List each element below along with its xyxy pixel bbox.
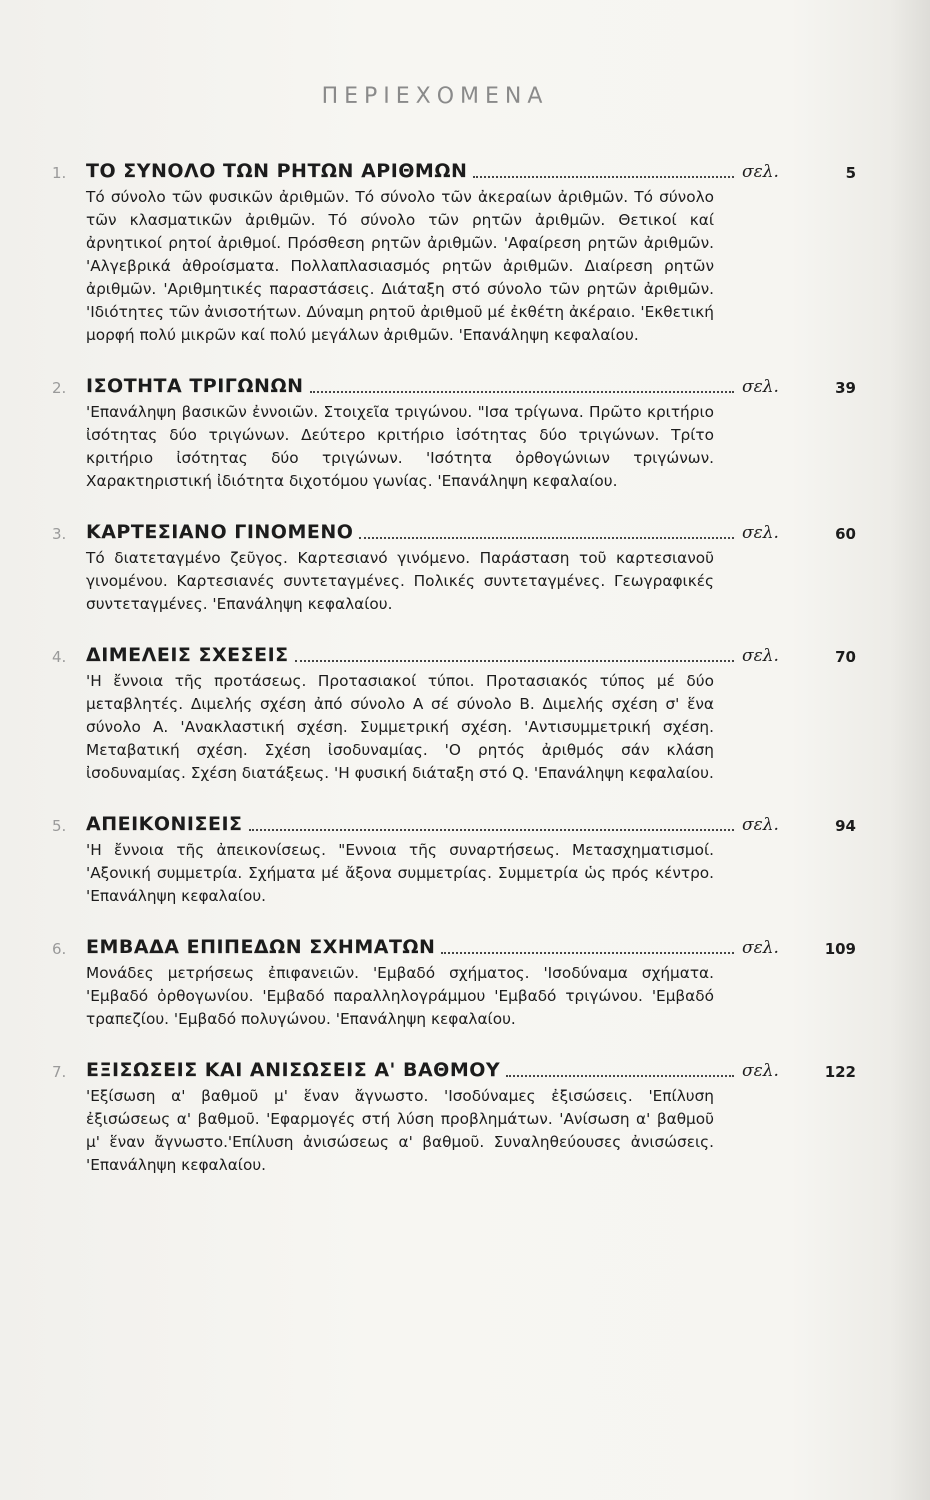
toc-chapter-6	[52, 924, 856, 1031]
chapter-page-ref	[742, 815, 856, 835]
toc-chapter-3	[52, 509, 856, 616]
chapter-number: 2.	[52, 379, 67, 397]
chapter-description: Μονάδες μετρήσεως ἐπιφανειῶν. 'Εμβαδό σχήματος. 'Ισοδύναμα σχήματα. 'Εμβαδό ὀρθογωνίου. 'Εμβαδό παραλληλογράμμου 'Εμβαδό τριγώνου. 'Εμβαδό τραπεζίου. 'Εμβαδό πολυγώνου. 'Επανάληψη κεφαλαίου.	[86, 964, 714, 1028]
chapter-page-ref	[742, 1061, 856, 1081]
chapter-heading	[52, 632, 856, 666]
toc-chapter-4	[52, 632, 856, 785]
chapter-number: 3.	[52, 525, 67, 543]
page-label: σελ.	[742, 162, 779, 182]
page-heading: ΠΕΡΙΕΧΟΜΕΝΑ	[321, 84, 549, 109]
chapter-description: 'Η ἔννοια τῆς ἀπεικονίσεως. "Εννοια τῆς συναρτήσεως. Μετασχηματισμοί. 'Αξονική συμμετρία. Σχήματα μέ ἄξονα συμμετρίας. Συμμετρία ὡς πρός κέντρο. 'Επανάληψη κεφαλαίου.	[86, 841, 714, 905]
chapter-heading	[52, 801, 856, 835]
chapter-heading	[52, 148, 856, 182]
chapter-heading	[52, 924, 856, 958]
page-label: σελ.	[742, 377, 779, 397]
page-label: σελ.	[742, 1061, 779, 1081]
page-number: 39	[835, 379, 856, 397]
chapter-title: ΕΞΙΣΩΣΕΙΣ ΚΑΙ ΑΝΙΣΩΣΕΙΣ Α' ΒΑΘΜΟΥ	[86, 1059, 501, 1081]
page-number: 94	[835, 817, 856, 835]
toc-chapter-7	[52, 1047, 856, 1177]
toc-chapter-5	[52, 801, 856, 908]
page-label: σελ.	[742, 646, 779, 666]
chapter-description: 'Επανάληψη βασικῶν ἐννοιῶν. Στοιχεῖα τριγώνου. "Ισα τρίγωνα. Πρῶτο κριτήριο ἰσότητας δύο τριγώνων. Δεύτερο κριτήριο ἰσότητας δύο τριγώνων. Τρίτο κριτήριο ἰσότητας δύο τριγώνων. 'Ισότητα ὀρθογώνιων τριγώνων. Χαρακτηριστική ἰδιότητα διχοτόμου γωνίας. 'Επανάληψη κεφαλαίου.	[86, 403, 714, 490]
dot-leader	[473, 175, 734, 178]
chapter-number: 6.	[52, 940, 67, 958]
chapter-description: 'Εξίσωση α' βαθμοῦ μ' ἕναν ἄγνωστο. 'Ισοδύναμες ἐξισώσεις. 'Επίλυση ἐξισώσεως α' βαθμοῦ. 'Εφαρμογές στή λύση προβλημάτων. 'Ανίσωση α' βαθμοῦ μ' ἕναν ἄγνωστο.'Επίλυση ἀνισώσεως α' βαθμοῦ. Συναληθεύουσες ἀνισώσεις. 'Επανάληψη κεφαλαίου.	[86, 1087, 714, 1174]
chapter-title: ΔΙΜΕΛΕΙΣ ΣΧΕΣΕΙΣ	[86, 644, 289, 666]
dot-leader	[295, 659, 734, 662]
toc-chapter-1	[52, 148, 856, 347]
chapter-number: 5.	[52, 817, 67, 835]
dot-leader	[310, 390, 734, 393]
chapter-heading	[52, 1047, 856, 1081]
page-number: 60	[835, 525, 856, 543]
chapter-heading	[52, 363, 856, 397]
page-number: 70	[835, 648, 856, 666]
dot-leader	[249, 828, 734, 831]
chapter-title: ΤΟ ΣΥΝΟΛΟ ΤΩΝ ΡΗΤΩΝ ΑΡΙΘΜΩΝ	[86, 160, 468, 182]
dot-leader	[359, 536, 734, 539]
chapter-title: ΕΜΒΑΔΑ ΕΠΙΠΕΔΩΝ ΣΧΗΜΑΤΩΝ	[86, 936, 436, 958]
page-number: 122	[824, 1063, 856, 1081]
chapter-page-ref	[742, 377, 856, 397]
chapter-page-ref	[742, 162, 856, 182]
chapter-title: ΙΣΟΤΗΤΑ ΤΡΙΓΩΝΩΝ	[86, 375, 304, 397]
chapter-number: 7.	[52, 1063, 67, 1081]
chapter-description: 'Η ἔννοια τῆς προτάσεως. Προτασιακοί τύποι. Προτασιακός τύπος μέ δύο μεταβλητές. Διμελής σχέση ἀπό σύνολο Α σέ σύνολο Β. Διμελής σχέση σ' ἕνα σύνολο Α. 'Ανακλαστική σχέση. Συμμετρική σχέση. 'Αντισυμμετρική σχέση. Μεταβατική σχέση. Σχέση ἰσοδυναμίας. 'Ο ρητός ἀριθμός σάν κλάση ἰσοδυναμίας. Σχέση διατάξεως. 'Η φυσική διάταξη στό Q. 'Επανάληψη κεφαλαίου.	[86, 672, 714, 782]
page-number: 5	[845, 164, 856, 182]
page-label: σελ.	[742, 523, 779, 543]
toc-chapter-2	[52, 363, 856, 493]
page-label: σελ.	[742, 938, 779, 958]
chapter-page-ref	[742, 646, 856, 666]
dot-leader	[506, 1074, 734, 1077]
chapter-heading	[52, 509, 856, 543]
chapter-number: 1.	[52, 164, 67, 182]
chapter-page-ref	[742, 938, 856, 958]
page-label: σελ.	[742, 815, 779, 835]
chapter-number: 4.	[52, 648, 67, 666]
page-number: 109	[824, 940, 856, 958]
chapter-title: ΑΠΕΙΚΟΝΙΣΕΙΣ	[86, 813, 243, 835]
table-of-contents	[52, 148, 856, 1177]
dot-leader	[441, 951, 734, 954]
chapter-title: ΚΑΡΤΕΣΙΑΝΟ ΓΙΝΟΜΕΝΟ	[86, 521, 354, 543]
page-edge-shadow	[890, 0, 930, 1500]
chapter-description: Τό σύνολο τῶν φυσικῶν ἀριθμῶν. Τό σύνολο τῶν ἀκεραίων ἀριθμῶν. Τό σύνολο τῶν κλασματικῶν ἀριθμῶν. Τό σύνολο τῶν ρητῶν ἀριθμῶν. Θετικοί καί ἀρνητικοί ρητοί ἀριθμοί. Πρόσθεση ρητῶν ἀριθμῶν. 'Αφαίρεση ρητῶν ἀριθμῶν. 'Αλγεβρικά ἀθροίσματα. Πολλαπλασιασμός ρητῶν ἀριθμῶν. Διαίρεση ρητῶν ἀριθμῶν. 'Αριθμητικές παραστάσεις. Διάταξη στό σύνολο τῶν ρητῶν ἀριθμῶν. 'Ιδιότητες τῶν ἀνισοτήτων. Δύναμη ρητοῦ ἀριθμοῦ μέ ἐκθέτη ἀκέραιο. 'Εκθετική μορφή πολύ μικρῶν καί πολύ μεγάλων ἀριθμῶν. 'Επανάληψη κεφαλαίου.	[86, 188, 714, 344]
chapter-page-ref	[742, 523, 856, 543]
chapter-description: Τό διατεταγμένο ζεῦγος. Καρτεσιανό γινόμενο. Παράσταση τοῦ καρτεσιανοῦ γινομένου. Καρτεσιανές συντεταγμένες. Πολικές συντεταγμένες. Γεωγραφικές συντεταγμένες. 'Επανάληψη κεφαλαίου.	[86, 549, 714, 613]
